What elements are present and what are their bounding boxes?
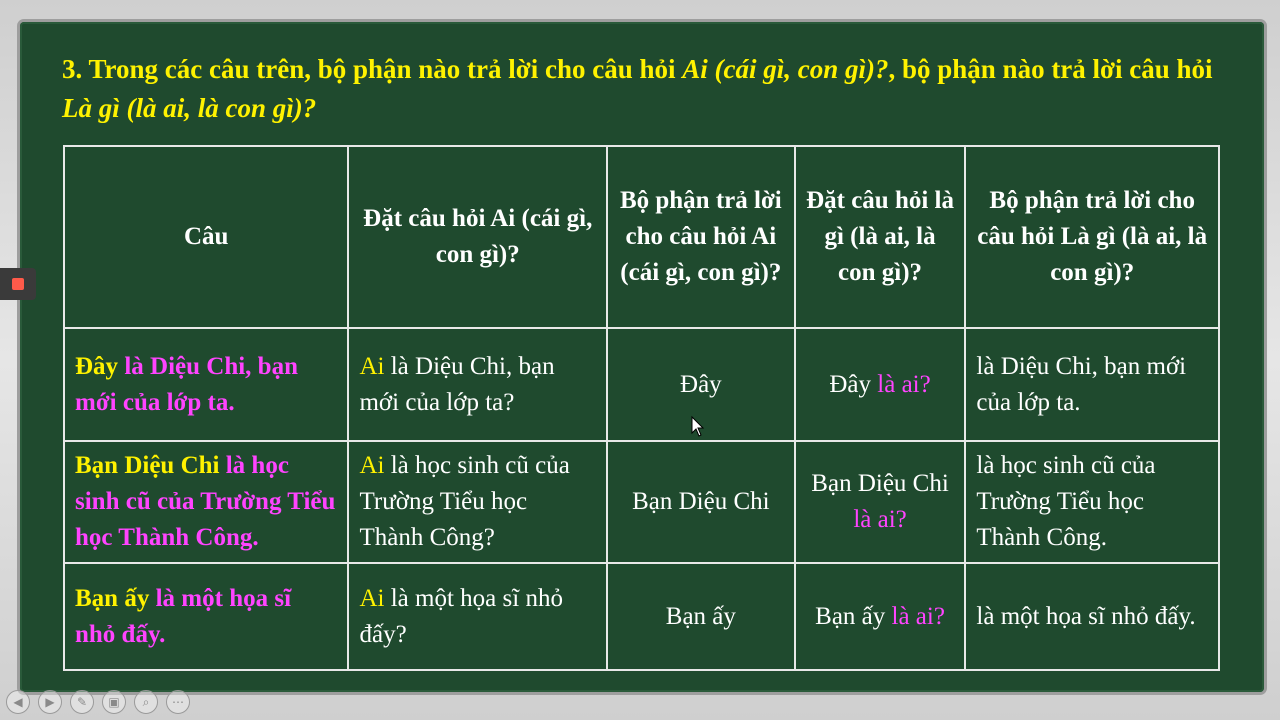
question-italic-ai: Ai (cái gì, con gì)?	[682, 54, 889, 84]
table-row	[64, 441, 1219, 563]
previous-icon[interactable]: ◀	[6, 690, 30, 714]
next-icon[interactable]: ▶	[38, 690, 62, 714]
question-text	[62, 50, 1242, 128]
cell-cau: Đây là Diệu Chi, bạn mới của lớp ta.	[64, 328, 348, 441]
cell-q-ai: Ai là Diệu Chi, bạn mới của lớp ta?	[348, 328, 607, 441]
header-bo-phan-la-gi: Bộ phận trả lời cho câu hỏi Là gì (là ai, là con gì)?	[965, 146, 1219, 328]
chalkboard	[20, 22, 1264, 692]
cell-cau: Bạn Diệu Chi là học sinh cũ của Trường Tiểu học Thành Công.	[64, 441, 348, 563]
header-dat-cau-hoi-ai: Đặt câu hỏi Ai (cái gì, con gì)?	[348, 146, 607, 328]
question-middle: , bộ phận nào trả lời câu hỏi	[888, 54, 1213, 84]
slides-grid-icon[interactable]: ▣	[102, 690, 126, 714]
cell-q-ai: Ai là một họa sĩ nhỏ đấy?	[348, 563, 607, 670]
table-row	[64, 563, 1219, 670]
table-header-row	[64, 146, 1219, 328]
cell-part-la-gi: là một họa sĩ nhỏ đấy.	[965, 563, 1219, 670]
header-cau: Câu	[64, 146, 348, 328]
cell-q-la-gi: Bạn ấy là ai?	[795, 563, 966, 670]
cell-q-la-gi: Bạn Diệu Chi là ai?	[795, 441, 966, 563]
header-dat-cau-hoi-la-gi: Đặt câu hỏi là gì (là ai, là con gì)?	[795, 146, 966, 328]
mouse-cursor-icon	[691, 416, 705, 438]
pen-icon[interactable]: ✎	[70, 690, 94, 714]
cell-q-la-gi: Đây là ai?	[795, 328, 966, 441]
question-italic-la-gi: Là gì (là ai, là con gì)?	[62, 93, 317, 123]
record-button[interactable]	[0, 268, 36, 300]
question-prefix: 3. Trong các câu trên, bộ phận nào trả lời cho câu hỏi	[62, 54, 683, 84]
slideshow-toolbar	[6, 690, 190, 714]
record-icon	[12, 278, 24, 290]
zoom-icon[interactable]: ⌕	[134, 690, 158, 714]
cell-part-ai: Bạn Diệu Chi	[607, 441, 795, 563]
cell-part-ai: Bạn ấy	[607, 563, 795, 670]
cell-part-la-gi: là Diệu Chi, bạn mới của lớp ta.	[965, 328, 1219, 441]
cell-q-ai: Ai là học sinh cũ của Trường Tiểu học Thành Công?	[348, 441, 607, 563]
more-options-icon[interactable]: ⋯	[166, 690, 190, 714]
cell-part-ai: Đây	[607, 328, 795, 441]
header-bo-phan-ai: Bộ phận trả lời cho câu hỏi Ai (cái gì, con gì)?	[607, 146, 795, 328]
answer-table	[63, 145, 1220, 671]
table-row	[64, 328, 1219, 441]
cell-cau: Bạn ấy là một họa sĩ nhỏ đấy.	[64, 563, 348, 670]
cell-part-la-gi: là học sinh cũ của Trường Tiểu học Thành Công.	[965, 441, 1219, 563]
